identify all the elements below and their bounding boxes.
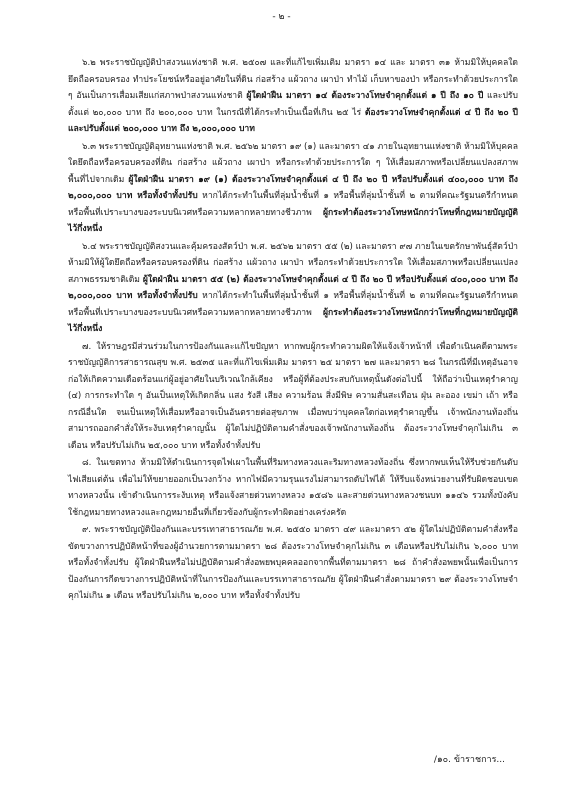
bold-text-run: ผู้กระทำต้องระวางโทษหนักกว่าโทษที่กฎหมายบัญญัติไว้กึ่งหนึ่ง bbox=[68, 207, 518, 234]
paragraph-8 bbox=[68, 455, 518, 521]
bold-text-run: ผู้ใดฝ่าฝืน มาตรา ๕๕ (๒) ต้องระวางโทษจำคุกตั้งแต่ ๔ ปี ถึง ๒๐ ปี หรือปรับตั้งแต่ ๔๐๐,๐๐๐ บาท ถึง ๒,๐๐๐,๐๐๐ บาท หรือทั้งจำทั้งปรับ bbox=[68, 274, 518, 301]
text-run: ๖.๒ พระราชบัญญัติป่าสงวนแห่งชาติ พ.ศ. ๒๕๐๗ และที่แก้ไขเพิ่มเติม มาตรา ๑๔ และ มาตรา ๓๑ ห้ามมิให้บุคคลใดยึดถือครอบครอง ทำประโยชน์หรืออยู่อาศัยในที่ดิน ก่อสร้าง แผ้วถาง เผาป่า ทำไม้ เก็บหาของป่า หรือกระทำด้วยประการใด ๆ อันเป็นการเสื่อมเสียแก่สภาพป่าสงวนแห่งชาติ bbox=[68, 58, 518, 101]
text-run: หากได้กระทำในพื้นที่ลุ่มน้ำชั้นที่ ๑ หรือพื้นที่ลุ่มน้ำชั้นที่ ๒ ตามที่คณะรัฐมนตรีกำหนด หรือพื้นที่เปราะบางของระบบนิเวศหรือความหลากหลายทางชีวภาพ bbox=[68, 291, 518, 318]
paragraph-7 bbox=[68, 339, 518, 455]
text-run: หากได้กระทำในพื้นที่ลุ่มน้ำชั้นที่ ๑ หรือพื้นที่ลุ่มน้ำชั้นที่ ๒ ตามที่คณะรัฐมนตรีกำหนด หรือพื้นที่เปราะบางของระบบนิเวศหรือความหลากหลายทางชีวภาพ bbox=[68, 191, 518, 218]
text-run: ๖.๓ พระราชบัญญัติอุทยานแห่งชาติ พ.ศ. ๒๕๖๒ มาตรา ๑๙ (๑) และมาตรา ๔๑ ภายในอุทยานแห่งชาติ ห้ามมิให้บุคคลใดยึดถือหรือครอบครองที่ดิน ก่อสร้าง แผ้วถาง เผาป่า หรือกระทำด้วยประการใด ๆ ให้เสื่อมสภาพหรือเปลี่ยนแปลงสภาพพื้นที่ไปจากเดิม bbox=[68, 141, 518, 185]
paragraph-9 bbox=[68, 522, 518, 605]
bold-text-run: ต้องระวางโทษจำคุกตั้งแต่ ๔ ปี ถึง ๒๐ ปี และปรับตั้งแต่ ๒๐๐,๐๐๐ บาท ถึง ๒,๐๐๐,๐๐๐ บาท bbox=[68, 107, 518, 134]
text-run: ๗. ให้ราษฎรมีส่วนร่วมในการป้องกันและแก้ไขปัญหา หากพบผู้กระทำความผิดให้แจ้งเจ้าหน้าที่ เพื่อดำเนินคดีตามพระราชบัญญัติการสาธารณสุข พ.ศ. ๒๕๓๕ และที่แก้ไขเพิ่มเติม มาตรา ๒๕ มาตรา ๒๗ และมาตรา ๒๘ ในกรณีที่มีเหตุอันอาจก่อให้เกิดความเดือดร้อนแก่ผู้อยู่อาศัยในบริเวณใกล้เคียง หรือผู้ที่ต้องประสบกับเหตุนั้นดังต่อไปนี้ ให้ถือว่าเป็นเหตุรำคาญ (๔) การกระทำใด ๆ อันเป็นเหตุให้เกิดกลิ่น แสง รังสี เสียง ความร้อน สิ่งมีพิษ ความสั่นสะเทือน ฝุ่น ละออง เขม่า เถ้า หรือกรณีอื่นใด จนเป็นเหตุให้เสื่อมหรืออาจเป็นอันตรายต่อสุขภาพ เมื่อพบว่าบุคคลใดก่อเหตุรำคาญขึ้น เจ้าพนักงานท้องถิ่นสามารถออกคำสั่งให้ระงับเหตุรำคาญนั้น ผู้ใดไม่ปฏิบัติตามคำสั่งของเจ้าพนักงานท้องถิ่น ต้องระวางโทษจำคุกไม่เกิน ๓ เดือน หรือปรับไม่เกิน ๒๕,๐๐๐ บาท หรือทั้งจำทั้งปรับ bbox=[68, 341, 518, 451]
paragraph-6-4 bbox=[68, 239, 518, 338]
next-page-reference: /๑๐. ข้าราชการ... bbox=[433, 755, 505, 765]
text-run: ๖.๔ พระราชบัญญัติสงวนและคุ้มครองสัตว์ป่า พ.ศ. ๒๕๖๒ มาตรา ๕๕ (๒) และมาตรา ๙๗ ภายในเขตรักษาพันธุ์สัตว์ป่า ห้ามมิให้ผู้ใดยึดถือหรือครอบครองที่ดิน ก่อสร้าง แผ้วถาง เผาป่า หรือกระทำด้วยประการใด ให้เสื่อมสภาพหรือเปลี่ยนแปลงสภาพธรรมชาติเดิม bbox=[68, 241, 518, 285]
paragraph-6-2 bbox=[68, 55, 518, 138]
bold-text-run: ผู้ใดฝ่าฝืน มาตรา ๑๙ (๑) ต้องระวางโทษจำคุกตั้งแต่ ๔ ปี ถึง ๒๐ ปี หรือปรับตั้งแต่ ๔๐๐,๐๐๐ บาท ถึง ๒,๐๐๐,๐๐๐ บาท หรือทั้งจำทั้งปรับ bbox=[68, 174, 519, 201]
paragraph-6-3 bbox=[68, 139, 518, 238]
bold-text-run: ผู้กระทำต้องระวางโทษหนักกว่าโทษที่กฎหมายบัญญัติไว้กึ่งหนึ่ง bbox=[68, 307, 518, 334]
text-run: และปรับตั้งแต่ ๒๐,๐๐๐ บาท ถึง ๒๐๐,๐๐๐ บาท ในกรณีที่ได้กระทำเป็นเนื้อที่เกิน ๒๕ ไร่ bbox=[68, 91, 518, 118]
bold-text-run: ผู้ใดฝ่าฝืน มาตรา ๑๔ ต้องระวางโทษจำคุกตั้งแต่ ๑ ปี ถึง ๑๐ ปี bbox=[246, 91, 484, 101]
text-run: ๘. ในเขตทาง ห้ามมิให้ดำเนินการจุดไฟเผาในพื้นที่ริมทางหลวงและริมทางหลวงท้องถิ่น ซึ่งหากพบเห็นให้รีบช่วยกันดับไฟเสียแต่ต้น เพื่อไม่ให้ขยายออกเป็นวงกว้าง หากไฟมีความรุนแรงไม่สามารถดับไฟได้ ให้รีบแจ้งหน่วยงานที่รับผิดชอบเขตทางหลวงนั้น เข้าดำเนินการระงับเหตุ หรือแจ้งสายด่วนทางหลวง ๑๕๘๖ และสายด่วนทางหลวงชนบท ๑๑๔๖ รวมทั้งบังคับใช้กฎหมายทางหลวงและกฎหมายอื่นที่เกี่ยวข้องกับผู้กระทำผิดอย่างเคร่งครัด bbox=[68, 458, 518, 518]
document-body bbox=[68, 55, 518, 606]
text-run: ๙. พระราชบัญญัติป้องกันและบรรเทาสาธารณภัย พ.ศ. ๒๕๕๐ มาตรา ๔๙ และมาตรา ๕๒ ผู้ใดไม่ปฏิบัติตามคำสั่งหรือขัดขวางการปฏิบัติหน้าที่ของผู้อำนวยการตามมาตรา ๒๘ ต้องระวางโทษจำคุกไม่เกิน ๓ เดือนหรือปรับไม่เกิน ๖,๐๐๐ บาท หรือทั้งจำทั้งปรับ ผู้ใดฝ่าฝืนหรือไม่ปฏิบัติตามคำสั่งอพยพบุคคลออกจากพื้นที่ตามมาตรา ๒๘ ถ้าคำสั่งอพยพนั้นเพื่อเป็นการป้องกันการกีดขวางการปฏิบัติหน้าที่ในการป้องกันและบรรเทาสาธารณภัย ผู้ใดฝ่าฝืนคำสั่งตามมาตรา ๒๙ ต้องระวางโทษจำคุกไม่เกิน ๑ เดือน หรือปรับไม่เกิน ๒,๐๐๐ บาท หรือทั้งจำทั้งปรับ bbox=[68, 525, 518, 601]
page-number: - ๒ - bbox=[272, 12, 291, 22]
